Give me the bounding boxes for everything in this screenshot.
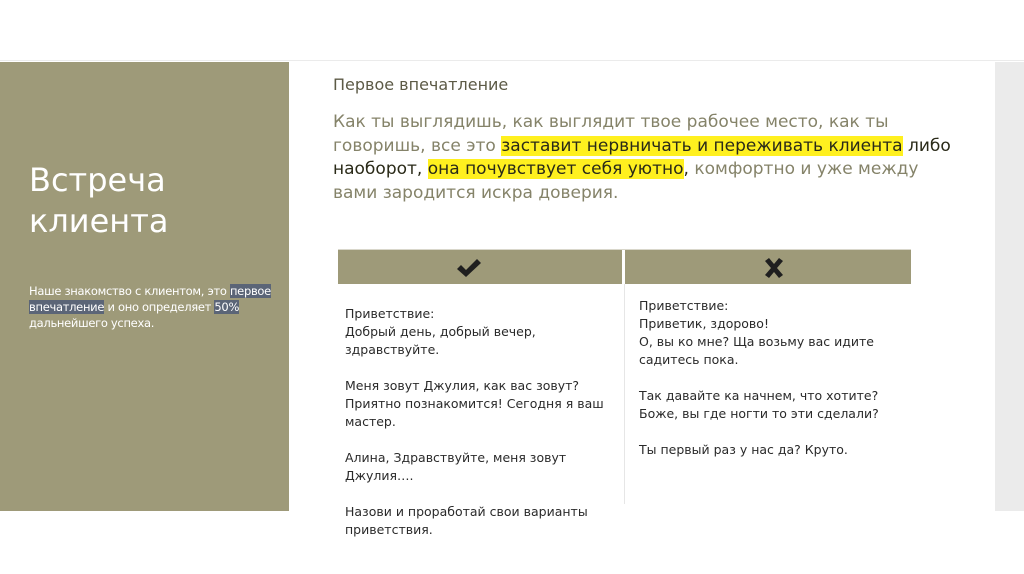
cross-icon xyxy=(762,257,786,279)
good-greeting-column xyxy=(345,305,610,539)
greeting-line: Алина, Здравствуйте, меня зовут Джулия…. xyxy=(345,450,567,483)
table-header-divider xyxy=(622,250,625,284)
selected-text-percent: 50% xyxy=(214,300,240,314)
greeting-line: Ты первый раз у нас да? Круто. xyxy=(639,442,848,457)
highlight-1: заставит нервничать и переживать клиента xyxy=(501,135,903,156)
greeting-line: Меня зовут Джулия, как вас зовут? Приятно познакомится! Сегодня я ваш мастер. xyxy=(345,378,604,429)
greeting-line: Добрый день, добрый вечер, здравствуйте. xyxy=(345,324,536,357)
greeting-label: Приветствие: xyxy=(639,298,729,313)
section-title: Первое впечатление xyxy=(333,75,509,94)
top-divider xyxy=(0,60,1024,61)
slide-title: Встреча клиента xyxy=(29,161,169,240)
slide-description: Наше знакомство с клиентом, это первое впечатление и оно определяет 50% дальнейшего успеха. xyxy=(29,284,271,330)
greeting-line: О, вы ко мне? Ща возьму вас идите садитесь пока. xyxy=(639,334,874,367)
column-divider xyxy=(624,284,625,504)
selected-text: первое впечатление xyxy=(29,284,271,314)
greeting-line: Назови и проработай свои варианты приветствия. xyxy=(345,504,588,537)
greeting-label: Приветствие: xyxy=(345,306,435,321)
greeting-line: Так давайте ка начнем, что хотите? Боже, вы где ногти то эти сделали? xyxy=(639,388,879,421)
checkmark-icon xyxy=(455,257,483,279)
scrollbar-track[interactable] xyxy=(995,62,1024,511)
bad-greeting-column xyxy=(639,297,909,459)
highlight-2: она почувствует себя уютно xyxy=(427,159,684,179)
greeting-line: Приветик, здорово! xyxy=(639,316,769,331)
intro-paragraph: Как ты выглядишь, как выглядит твое рабочее место, как ты говоришь, все это заставит нервничать и переживать клиента либо наоборот, она почувствует себя уютно, комфортно и уже между вами зародится искра доверия. xyxy=(333,112,951,203)
